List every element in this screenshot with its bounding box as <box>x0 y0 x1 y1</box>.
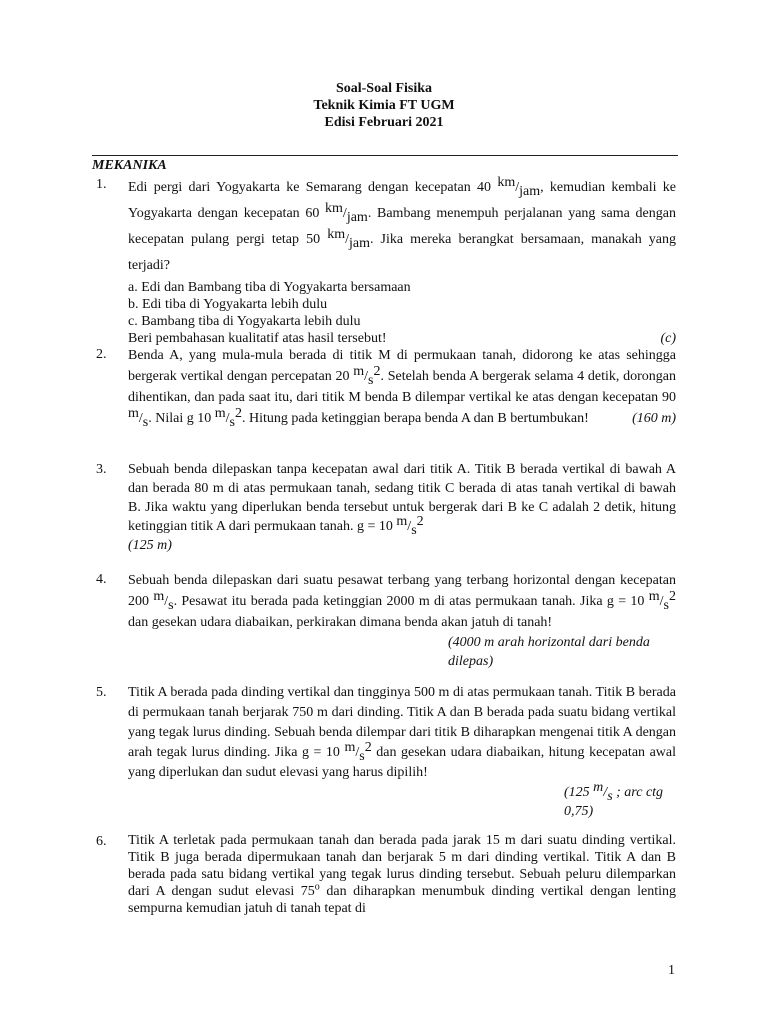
option-a: a. Edi dan Bambang tiba di Yogyakarta bersamaan <box>128 280 411 295</box>
header-title: Soal-Soal Fisika <box>335 81 433 96</box>
problem-body <box>128 345 676 429</box>
unit-m-per-s2: $^m/_s^2$ <box>214 406 242 430</box>
unit-m-per-s: $^m/_s$ <box>593 780 613 804</box>
problem-body <box>128 570 676 671</box>
answer: (125 m) <box>128 538 172 553</box>
problem-text: Sebuah benda dilepaskan dari suatu pesawat terbang yang terbang horizontal dengan kecepatan 200 $^m/_s$. Pesawat itu berada pada ketinggian 2000 m di atas permukaan tanah. Jika g = 10 $^m/_s^2$ dan gesekan udara diabaikan, perkirakan dimana benda akan jatuh di tanah! <box>128 573 676 630</box>
unit-m-per-s: $^m/_s$ <box>128 406 149 430</box>
problem-text: Titik A terletak pada permukaan tanah dan berada pada jarak 15 m dari suatu dinding vertikal. Titik B juga berada dipermukaan tanah dan berjarak 5 m dari dinding vertikal. Titik A dan B berada pada satu bidang vertikal yang tegak lurus dinding tersebut. Sebuah peluru dilemparkan dari A dengan sudut elevasi 75$^o$ dan diharapkan menumbuk dinding vertikal dengan lenting sempurna kemudian jatuh di tanah tepat di <box>128 833 677 916</box>
problem-text: Sebuah benda dilepaskan tanpa kecepatan awal dari titik A. Titik B berada vertikal di bawah A dan berada 80 m di atas permukaan tanah, sedang titik C berada di atas tanah vertikal di bawah B. Jika waktu yang diperlukan benda tersebut untuk bergerak dari B ke C adalah 2 detik, hitung ketinggian titik A dari permukaan tanah. g = 10 $^m/_s^2$ <box>128 462 676 538</box>
answer: (c) <box>660 331 676 346</box>
answer: (4000 m arah horizontal dari benda dilepas) <box>448 635 650 669</box>
problem-text: Edi pergi dari Yogyakarta ke Semarang dengan kecepatan 40 $^{km}/_{jam}$, kemudian kembali ke Yogyakarta dengan kecepatan 60 $^{km}/_{jam}$. Bambang menempuh perjalanan yang sama dengan kecepatan pulang pergi tetap 50 $^{km}/_{jam}$. Jika mereka berangkat bersamaan, manakah yang terjadi? <box>128 175 676 273</box>
problem-number: 5. <box>96 685 107 700</box>
problem-number: 6. <box>96 834 107 849</box>
problem-closing: Beri pembahasan kualitatif atas hasil tersebut! (c) <box>128 331 676 346</box>
unit-km-per-jam: $^{km}/_{jam}$ <box>327 227 370 251</box>
option-c: c. Bambang tiba di Yogyakarta lebih dulu <box>128 314 361 329</box>
header-edition: Edisi Februari 2021 <box>324 115 444 130</box>
unit-km-per-jam: $^{km}/_{jam}$ <box>497 175 541 199</box>
unit-m-per-s: $^m/_s$ <box>153 589 174 613</box>
document-header <box>0 80 768 131</box>
unit-km-per-jam: $^{km}/_{jam}$ <box>325 201 368 225</box>
unit-m-per-s2: $^m/_s^2$ <box>344 740 372 764</box>
problem-text: Titik A berada pada dinding vertikal dan tingginya 500 m di atas permukaan tanah. Titik B berada di permukaan tanah berjarak 750 m dari dinding. Titik A dan B berada pada suatu bidang vertikal yang tegak lurus dinding. Sebuah benda dilempar dari titik B diharapkan mengenai titik A dengan arah tegak lurus dinding. Jika g = 10 $^m/_s^2$ dan gesekan udara diabaikan, hitung kecepatan awal yang diperlukan dan sudut elevasi yang harus dipilih! <box>128 685 676 780</box>
header-divider <box>92 155 678 156</box>
unit-m-per-s2: $^m/_s^2$ <box>648 589 676 613</box>
answer: (160 m) <box>632 411 676 426</box>
problem-number: 4. <box>96 572 107 587</box>
problem-number: 1. <box>96 177 107 192</box>
header-department: Teknik Kimia FT UGM <box>313 98 455 113</box>
problem-body <box>128 460 676 555</box>
problem-body <box>128 683 676 821</box>
section-title: MEKANIKA <box>92 158 167 173</box>
degree-symbol: o <box>314 881 320 893</box>
answer: (125 $^m/_s$ ; arc ctg 0,75) <box>564 780 664 819</box>
unit-m-per-s2: $^m/_s^2$ <box>353 364 381 388</box>
problem-number: 3. <box>96 462 107 477</box>
page-number: 1 <box>668 963 675 978</box>
problem-text: Benda A, yang mula-mula berada di titik M di permukaan tanah, didorong ke atas sehingga bergerak vertikal dengan percepatan 20 $^m/_s^2$. Setelah benda A bergerak selama 4 detik, dorongan dihentikan, dan pada saat itu, dari titik M benda B dilempar vertikal ke atas dengan kecepatan 90 $^m/_s$. Nilai g 10 $^m/_s^2$. Hitung pada ketinggian berapa benda A dan B bertumbukan! (160 m) <box>128 348 676 430</box>
problem-number: 2. <box>96 347 107 362</box>
problem-body <box>128 832 676 917</box>
problem-body <box>128 175 676 347</box>
option-b: b. Edi tiba di Yogyakarta lebih dulu <box>128 297 328 312</box>
unit-m-per-s2: $^m/_s^2$ <box>396 514 424 538</box>
